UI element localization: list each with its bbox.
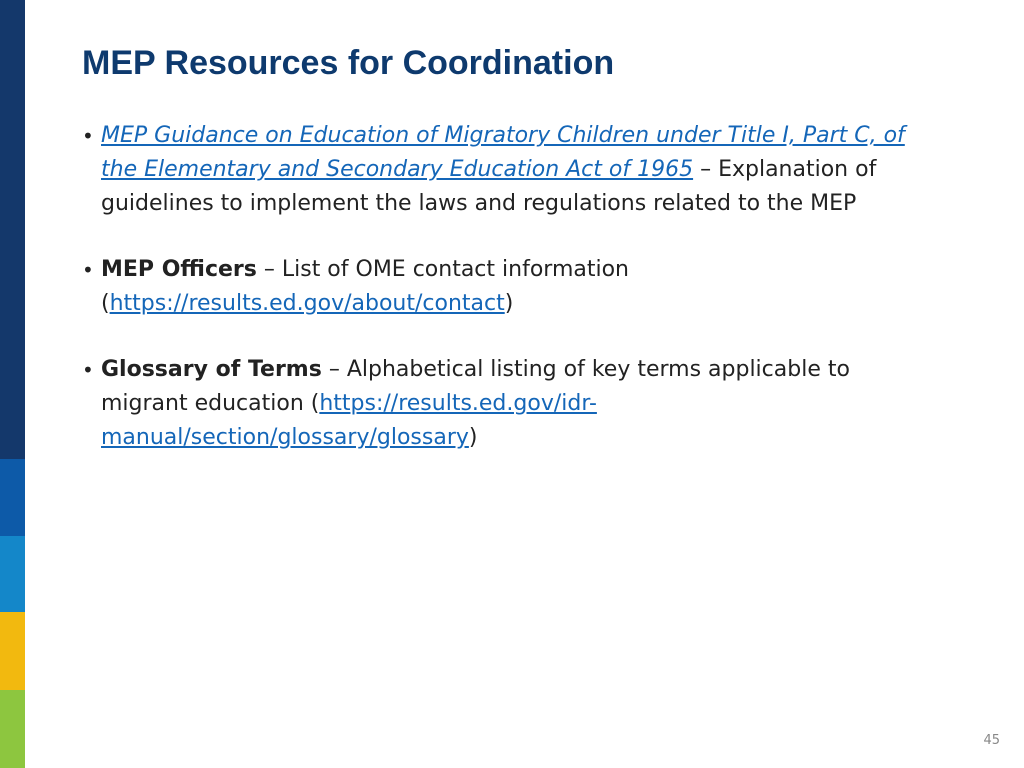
officers-url-link[interactable]: https://results.ed.gov/about/contact bbox=[109, 291, 505, 316]
side-color-bar bbox=[0, 0, 25, 768]
glossary-description: Alphabetical listing of key terms applicable to migrant education ( bbox=[101, 357, 850, 416]
bullet-list bbox=[82, 119, 942, 487]
closing-paren: ) bbox=[504, 291, 514, 316]
page-number: 45 bbox=[983, 733, 1000, 748]
officers-heading: MEP Officers bbox=[101, 257, 257, 282]
bullet-item-glossary bbox=[82, 353, 942, 455]
guidance-link[interactable]: MEP Guidance on Education of Migratory Children under Title I, Part C, of the Elementary and Secondary Education Act of 1965 bbox=[101, 123, 905, 182]
bullet-marker: • bbox=[82, 358, 94, 382]
officers-description: List of OME contact information ( bbox=[101, 257, 629, 316]
closing-paren: ) bbox=[468, 425, 478, 450]
guidance-description: Explanation of guidelines to implement the laws and regulations related to the MEP bbox=[101, 157, 877, 216]
side-bar-blue-segment bbox=[0, 459, 25, 536]
bullet-separator: – bbox=[321, 357, 347, 382]
slide-title: MEP Resources for Coordination bbox=[82, 44, 615, 82]
bullet-item-officers bbox=[82, 253, 942, 321]
bullet-marker: • bbox=[82, 124, 94, 148]
bullet-marker: • bbox=[82, 258, 94, 282]
glossary-url-link[interactable]: https://results.ed.gov/idr-manual/section/glossary/glossary bbox=[101, 391, 597, 450]
side-bar-green-segment bbox=[0, 690, 25, 768]
side-bar-navy-segment bbox=[0, 0, 25, 459]
bullet-separator: – bbox=[256, 257, 282, 282]
bullet-separator: – bbox=[693, 157, 719, 182]
side-bar-light-blue-segment bbox=[0, 536, 25, 612]
side-bar-yellow-segment bbox=[0, 612, 25, 690]
bullet-item-guidance bbox=[82, 119, 942, 221]
glossary-heading: Glossary of Terms bbox=[101, 357, 322, 382]
